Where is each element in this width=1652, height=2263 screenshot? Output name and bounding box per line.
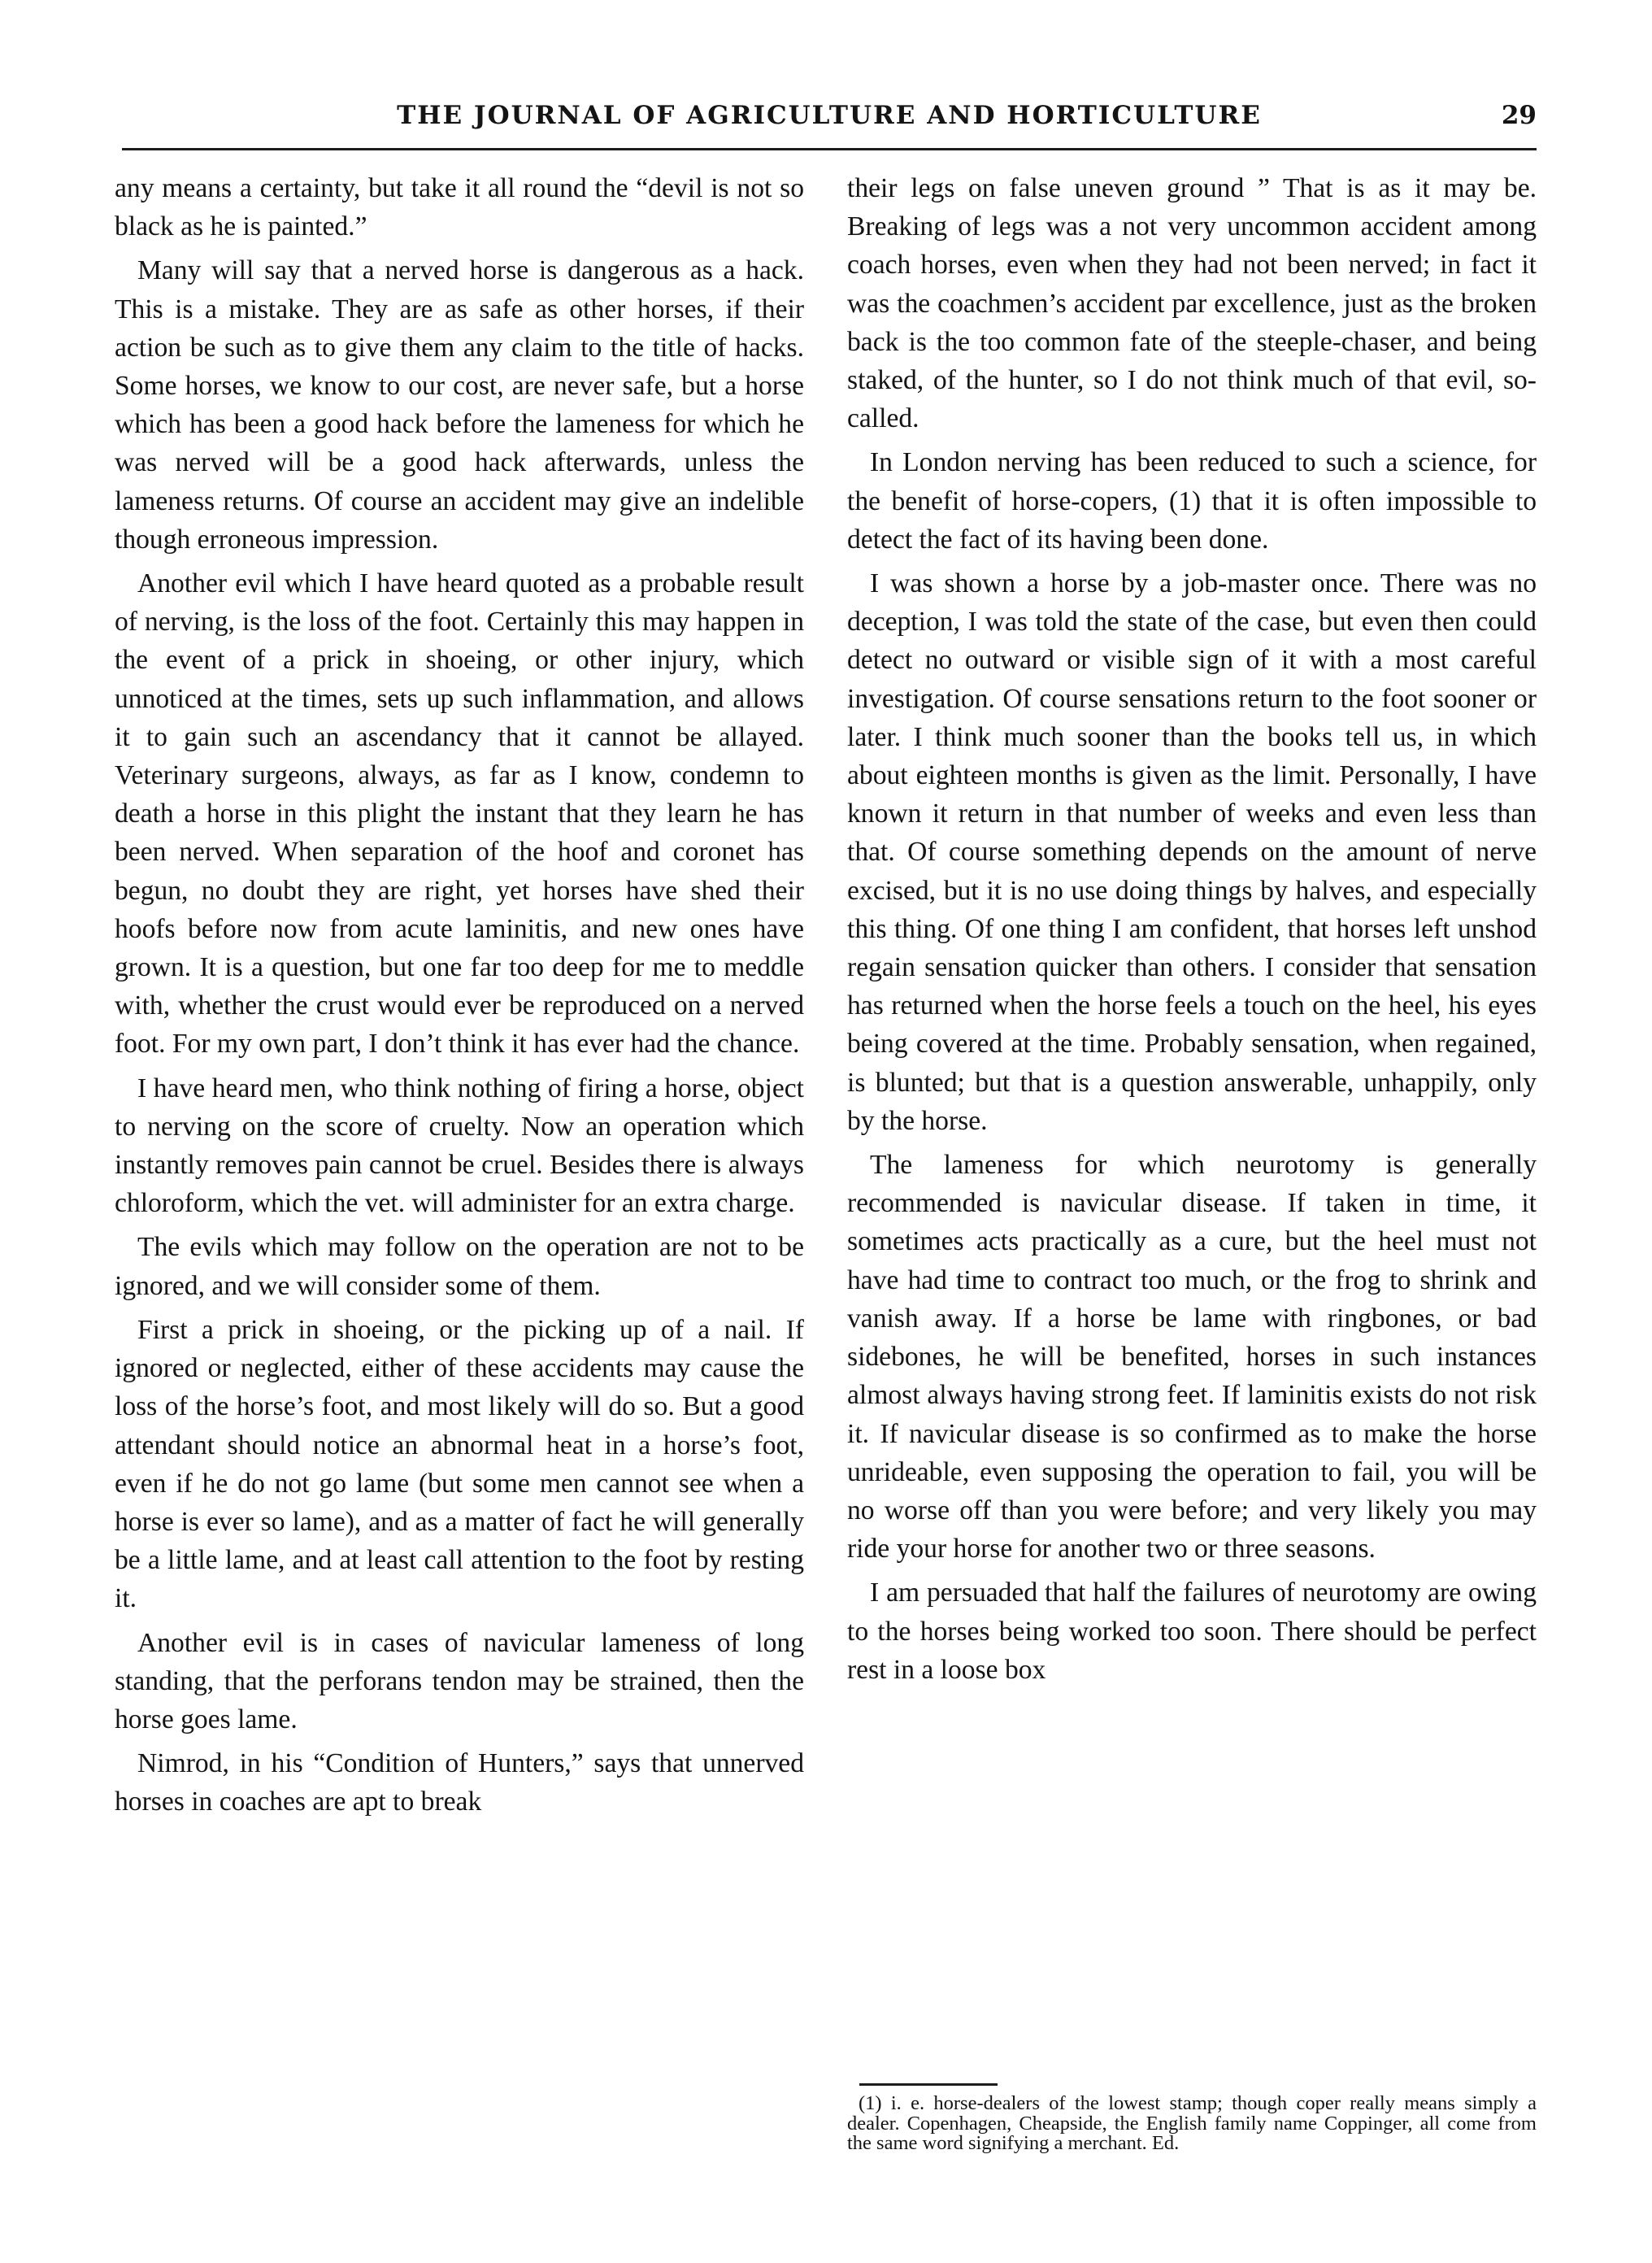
paragraph: their legs on false uneven ground ” That is as it may be. Breaking of legs was a not very uncommon accident among coach horses, even when they had not been nerved; in fact it was the coachmen’s accident par excellence, just as the broken back is the too common fate of the steeple-chaser, and being staked, of the hunter, so I do not think much of that evil, so-called. — [847, 173, 1537, 434]
paragraph: Many will say that a nerved horse is dangerous as a hack. This is a mistake. They are as safe as other horses, if their action be such as to give them any claim to the title of hacks. Some horses, we know to our cost, are never safe, but a horse which has been a good hack before the lameness for which he was nerved will be a good hack afterwards, unless the lameness returns. Of course an accident may give an indelible though erroneous impression. — [115, 255, 804, 555]
paragraph: I was shown a horse by a job-master once. There was no deception, I was told the state of the case, but even then could detect no outward or visible sign of it with a most careful investigation. Of course sensations return to the foot sooner or later. I think much sooner than the books tell us, in which about eighteen months is given as the limit. Personally, I have known it return in that number of weeks and even less than that. Of course something depends on the amount of nerve excised, but it is no use doing things by halves, and especially this thing. Of one thing I am confident, that horses left unshod regain sensation quicker than others. I consider that sensation has returned when the horse feels a touch on the heel, his eyes being covered at the time. Probably sensation, when regained, is blunted; but that is a question answerable, unhappily, only by the horse. — [847, 568, 1537, 1136]
paragraph: First a prick in shoeing, or the picking up of a nail. If ignored or neglected, either of these accidents may cause the loss of the horse’s foot, and most likely will do so. But a good attendant should notice an abnormal heat in a horse’s foot, even if he do not go lame (but some men cannot see when a horse is ever so lame), and as a matter of fact he will generally be a little lame, and at least call attention to the foot by resting it. — [115, 1314, 804, 1614]
paragraph: Another evil which I have heard quoted as a probable result of nerving, is the loss of the foot. Certainly this may happen in the event of a prick in shoeing, or other injury, which unnoticed at the times, sets up such inflammation, and allows it to gain such an ascendancy that it cannot be allayed. Veterinary surgeons, always, as far as I know, condemn to death a horse in this plight the instant that they learn he has been nerved. When separation of the hoof and coronet has begun, no doubt they are right, yet horses have shed their hoofs before now from acute laminitis, and new ones have grown. It is a question, but one far too deep for me to meddle with, whether the crust would ever be reproduced on a nerved foot. For my own part, I don’t think it has ever had the chance. — [115, 568, 804, 1060]
paragraph: any means a certainty, but take it all round the “devil is not so black as he is painted.” — [115, 173, 804, 242]
page-header — [122, 96, 1537, 141]
journal-title: THE JOURNAL OF AGRICULTURE AND HORTICULTURE — [397, 101, 1262, 130]
footnote-rule — [859, 2083, 998, 2086]
right-column — [847, 169, 1537, 1695]
page-number: 29 — [1501, 101, 1537, 130]
header-rule — [122, 148, 1537, 150]
paragraph: Another evil is in cases of navicular lameness of long standing, that the perforans tendon may be strained, then the horse goes lame. — [115, 1627, 804, 1734]
footnote: (1) i. e. horse-dealers of the lowest stamp; though coper really means simply a dealer. Copenhagen, Cheapside, the English family name Coppinger, all come from the same word signifying a merchant. Ed. — [847, 2092, 1537, 2154]
paragraph: In London nerving has been reduced to such a science, for the benefit of horse-copers, (1) that it is often impossible to detect the fact of its having been done. — [847, 447, 1537, 555]
paragraph: The evils which may follow on the operation are not to be ignored, and we will consider some of them. — [115, 1232, 804, 1301]
left-column — [115, 169, 804, 1827]
paragraph: Nimrod, in his “Condition of Hunters,” says that unnerved horses in coaches are apt to break — [115, 1748, 804, 1817]
paragraph: I have heard men, who think nothing of firing a horse, object to nerving on the score of cruelty. Now an operation which instantly removes pain cannot be cruel. Besides there is always chloroform, which the vet. will administer for an extra charge. — [115, 1073, 804, 1219]
paragraph: I am persuaded that half the failures of neurotomy are owing to the horses being worked too soon. There should be perfect rest in a loose box — [847, 1578, 1537, 1685]
paragraph: The lameness for which neurotomy is generally recommended is navicular disease. If taken in time, it sometimes acts practically as a cure, but the heel must not have had time to contract too much, or the frog to shrink and vanish away. If a horse be lame with ringbones, or bad sidebones, he will be benefited, horses in such instances almost always having strong feet. If laminitis exists do not risk it. If navicular disease is so confirmed as to make the horse unrideable, even supposing the operation to fail, you will be no worse off than you were before; and very likely you may ride your horse for another two or three seasons. — [847, 1150, 1537, 1565]
